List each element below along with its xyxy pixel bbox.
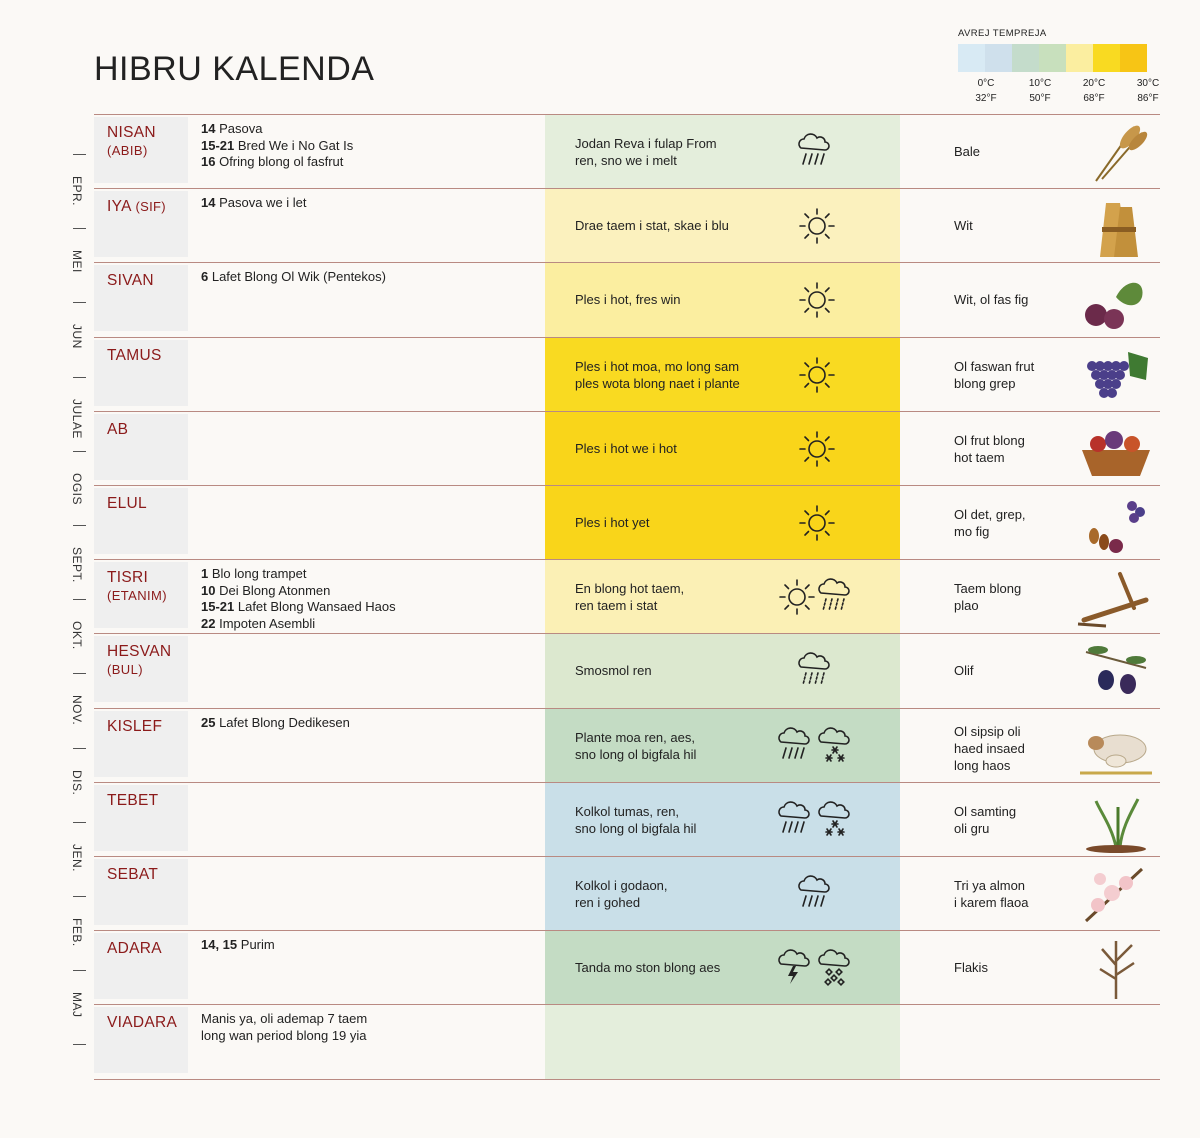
gregorian-month-label: JUN — [70, 324, 84, 350]
hebrew-month-name — [107, 792, 158, 810]
festival-item — [201, 616, 396, 633]
activity-line: Taem blong — [954, 581, 1022, 597]
festival-item — [201, 195, 307, 212]
legend-tick — [966, 76, 1006, 106]
weather-line: Ples i hot we i hot — [575, 440, 677, 456]
festival-item — [201, 269, 386, 286]
activity-line: i karem flaoa — [954, 895, 1029, 910]
dates-grapes-icon — [1076, 490, 1156, 556]
plow-icon — [1076, 564, 1156, 630]
weather-line: Drae taem i stat, skae i blu — [575, 218, 729, 234]
festival-name: Purim — [237, 937, 275, 953]
sun-icon — [777, 577, 817, 622]
weather-line: Kolkol i godaon, — [575, 878, 668, 893]
weather-cell — [545, 709, 900, 783]
festival-name: Manis ya, oli ademap 7 taem — [201, 1011, 368, 1027]
festival-name: Dei Blong Atonmen — [215, 582, 331, 598]
flax-icon — [1076, 935, 1156, 1001]
legend-tick-fahrenheit: 50°F — [1029, 93, 1051, 104]
month-separator — [73, 154, 86, 155]
hebrew-month-alt-name: (ETANIM) — [107, 588, 168, 604]
weather-line: Kolkol tumas, ren, — [575, 803, 680, 819]
hebrew-month-cell — [94, 859, 188, 925]
legend-swatch — [1093, 44, 1120, 72]
weather-description — [575, 440, 677, 457]
weather-line: ren taem i stat — [575, 598, 658, 614]
agricultural-activity — [954, 432, 1025, 466]
weather-cell — [545, 412, 900, 486]
rain-icon — [777, 726, 813, 771]
festival-date: 14 — [201, 195, 216, 211]
hebrew-month-label: TEBET — [107, 791, 159, 809]
hebrew-month-label: SIVAN — [107, 272, 154, 290]
festival-date: 14, 15 — [201, 937, 238, 953]
festival-name: Lafet Blong Ol Wik (Pentekos) — [208, 269, 386, 285]
almond-blossom-icon — [1076, 861, 1156, 927]
weather-description — [575, 729, 696, 763]
month-row — [94, 857, 1160, 931]
hebrew-month-label: KISLEF — [107, 717, 163, 735]
activity-line: Tri ya almon — [954, 878, 1026, 893]
month-row — [94, 560, 1160, 634]
festival-item — [201, 715, 350, 732]
barley-icon — [1076, 119, 1156, 185]
hebrew-month-label: TAMUS — [107, 346, 162, 364]
hebrew-month-name — [107, 198, 166, 216]
weather-description — [575, 135, 717, 169]
row-divider — [94, 1079, 1160, 1080]
weather-cell — [545, 1005, 900, 1079]
hebrew-month-cell — [94, 785, 188, 851]
festival-item — [201, 566, 396, 583]
hebrew-month-cell — [94, 191, 188, 257]
weather-line: Plante moa ren, aes, — [575, 729, 695, 745]
agricultural-activity — [954, 959, 988, 976]
hebrew-month-cell — [94, 265, 188, 331]
weather-line: ren, sno we i melt — [575, 153, 677, 168]
hebrew-month-cell — [94, 488, 188, 554]
month-row — [94, 486, 1160, 560]
month-row — [94, 709, 1160, 783]
weather-cell — [545, 634, 900, 708]
hebrew-month-label: HESVAN — [107, 643, 172, 661]
weather-description — [575, 217, 729, 234]
hebrew-month-name — [107, 272, 154, 290]
weather-cell — [545, 115, 900, 189]
month-separator — [73, 451, 86, 452]
sun-icon — [797, 280, 837, 325]
festival-item — [201, 937, 275, 954]
activity-line: hot taem — [954, 449, 1005, 465]
rain-icon — [797, 874, 833, 919]
weather-line: Jodan Reva i fulap From — [575, 136, 717, 151]
hebrew-month-name — [107, 718, 162, 736]
month-separator — [73, 748, 86, 749]
legend-tick — [1128, 76, 1168, 106]
legend-tick-fahrenheit: 32°F — [975, 93, 997, 104]
hebrew-month-label: SEBAT — [107, 866, 159, 883]
month-separator — [73, 228, 86, 229]
month-row — [94, 931, 1160, 1005]
drizzle-icon — [797, 651, 833, 696]
agricultural-activity — [954, 358, 1034, 392]
hebrew-month-name — [107, 940, 162, 958]
agricultural-activity — [954, 877, 1028, 911]
hebrew-month-name — [107, 421, 128, 439]
month-separator — [73, 1044, 86, 1045]
festival-date: 10 — [201, 582, 216, 598]
weather-cell — [545, 931, 900, 1005]
month-row — [94, 338, 1160, 412]
agricultural-activity — [954, 291, 1028, 308]
agricultural-activity — [954, 143, 980, 160]
festival-date: 14 — [201, 121, 216, 136]
agricultural-activity — [954, 662, 974, 679]
activity-line: Ol samting — [954, 803, 1017, 819]
festival-name: Impoten Asembli — [215, 615, 316, 631]
fig-icon — [1076, 267, 1156, 333]
weather-line: Smosmol ren — [575, 663, 652, 679]
sun-icon — [797, 503, 837, 548]
weather-line: Ples i hot moa, mo long sam — [575, 358, 740, 374]
hebrew-month-label: ADARA — [107, 940, 162, 958]
festival-item — [201, 599, 396, 616]
festival-item — [201, 154, 353, 171]
gregorian-month-label: NOV. — [70, 695, 84, 726]
legend-tick — [1074, 76, 1114, 106]
festival-date: 25 — [201, 714, 216, 730]
festival-list — [201, 715, 350, 732]
weather-cell — [545, 560, 900, 634]
festival-name: Pasova we i let — [215, 195, 307, 211]
agricultural-activity — [954, 580, 1021, 614]
hebrew-month-alt-name: (BUL) — [107, 662, 143, 678]
hebrew-month-name — [107, 1014, 177, 1032]
month-separator — [73, 599, 86, 600]
festival-item — [201, 1028, 367, 1045]
activity-line: Ol det, grep, — [954, 507, 1026, 522]
sun-icon — [797, 206, 837, 251]
gregorian-month-label: OKT. — [70, 621, 84, 650]
activity-line: oli gru — [954, 820, 990, 836]
thunder-icon — [777, 948, 813, 993]
rain-icon — [797, 132, 833, 177]
hebrew-month-cell — [94, 562, 188, 628]
hebrew-month-label: AB — [107, 420, 129, 438]
gregorian-month-label: OGIS — [70, 472, 84, 505]
month-row — [94, 189, 1160, 263]
hebrew-month-alt-name: (SIF) — [135, 199, 166, 215]
gregorian-month-label: JULAE — [70, 398, 84, 439]
weather-line: Tanda mo ston blong aes — [575, 960, 721, 976]
legend-swatch — [958, 44, 985, 72]
festival-date: 6 — [201, 269, 209, 285]
weather-line: sno long ol bigfala hil — [575, 746, 697, 762]
legend-swatch — [1120, 44, 1147, 72]
gregorian-month-label: FEB. — [70, 918, 84, 947]
weather-cell — [545, 857, 900, 931]
festival-list — [201, 566, 396, 632]
activity-line: plao — [954, 598, 979, 614]
weather-description — [575, 877, 668, 911]
activity-line: mo fig — [954, 524, 990, 539]
weather-line: En blong hot taem, — [575, 581, 685, 597]
agricultural-activity — [954, 803, 1016, 837]
activity-line: Flakis — [954, 960, 988, 976]
page-title: HIBRU KALENDA — [94, 50, 375, 88]
weather-cell — [545, 486, 900, 560]
legend-tick — [1020, 76, 1060, 106]
activity-line: blong grep — [954, 375, 1016, 391]
gregorian-month-label: SEPT. — [70, 547, 84, 583]
month-separator — [73, 525, 86, 526]
olive-icon — [1076, 638, 1156, 704]
month-separator — [73, 822, 86, 823]
activity-line: Olif — [954, 663, 974, 679]
weather-description — [575, 291, 681, 308]
hebrew-month-label: ELUL — [107, 495, 147, 512]
weather-line: Ples i hot yet — [575, 515, 650, 530]
sprout-icon — [1076, 787, 1156, 853]
festival-date: 15-21 — [201, 599, 235, 615]
wheat-sheaf-icon — [1076, 193, 1156, 259]
weather-line: Ples i hot, fres win — [575, 292, 681, 308]
hebrew-month-alt-name: (ABIB) — [107, 143, 148, 158]
hebrew-month-cell — [94, 340, 188, 406]
month-separator — [73, 302, 86, 303]
month-separator — [73, 896, 86, 897]
gregorian-month-label: MEI — [70, 250, 84, 274]
hebrew-month-label: NISAN — [107, 124, 156, 141]
gregorian-month-label: DIS. — [70, 769, 84, 795]
snow-icon — [817, 800, 853, 845]
weather-line: ples wota blong naet i plante — [575, 375, 740, 391]
festival-name: Ofring blong ol fasfrut — [215, 154, 344, 169]
activity-line: long haos — [954, 757, 1011, 773]
fruit-basket-icon — [1076, 416, 1156, 482]
activity-line: Ol faswan frut — [954, 358, 1035, 374]
agricultural-activity — [954, 723, 1025, 774]
legend-tick-fahrenheit: 68°F — [1083, 93, 1105, 104]
drizzle-icon — [817, 577, 853, 622]
festival-date: 15-21 — [201, 137, 235, 153]
hebrew-month-name — [107, 569, 148, 587]
legend-swatch — [1066, 44, 1093, 72]
hail-icon — [817, 948, 853, 993]
festival-name: Bred We i No Gat Is — [234, 137, 354, 153]
weather-description — [575, 959, 720, 976]
sun-icon — [797, 355, 837, 400]
hebrew-month-cell — [94, 636, 188, 702]
legend-tick-celsius: 30°C — [1136, 78, 1160, 89]
hebrew-month-cell — [94, 933, 188, 999]
weather-cell — [545, 338, 900, 412]
festival-name: Lafet Blong Wansaed Haos — [234, 599, 396, 615]
hebrew-month-name — [107, 347, 162, 365]
festival-list — [201, 937, 275, 954]
legend-swatch — [1012, 44, 1039, 72]
agricultural-activity — [954, 506, 1026, 540]
festival-list — [201, 195, 307, 212]
month-row — [94, 412, 1160, 486]
legend-swatch — [985, 44, 1012, 72]
month-separator — [73, 673, 86, 674]
hebrew-month-label: TISRI — [107, 569, 149, 587]
festival-name: Blo long trampet — [208, 566, 307, 582]
weather-line: sno long ol bigfala hil — [575, 820, 697, 836]
festival-date: 16 — [201, 154, 216, 169]
sun-icon — [797, 429, 837, 474]
festival-item — [201, 138, 353, 155]
weather-line: ren i gohed — [575, 895, 641, 910]
gregorian-month-label: EPR. — [70, 176, 84, 207]
month-row — [94, 1005, 1160, 1079]
activity-line: Bale — [954, 144, 981, 159]
weather-description — [575, 358, 740, 392]
legend-color-bar — [958, 44, 1147, 72]
month-separator — [73, 377, 86, 378]
legend-tick-celsius: 0°C — [977, 78, 995, 89]
month-row — [94, 634, 1160, 708]
festival-list — [201, 121, 353, 171]
activity-line: Ol sipsip oli — [954, 723, 1021, 739]
legend-label: AVREJ TEMPREJA — [958, 28, 1047, 39]
rain-icon — [777, 800, 813, 845]
weather-description — [575, 803, 696, 837]
hebrew-month-name — [107, 643, 171, 661]
gregorian-month-label: JEN. — [70, 843, 84, 872]
activity-line: Ol frut blong — [954, 432, 1025, 448]
hebrew-month-label: VIADARA — [107, 1014, 178, 1032]
festival-name: Pasova — [215, 121, 263, 136]
month-row — [94, 783, 1160, 857]
hebrew-month-name — [107, 866, 158, 884]
festival-item — [201, 121, 353, 138]
sheep-icon — [1076, 713, 1156, 779]
hebrew-month-label: IYA — [107, 198, 131, 216]
festival-list — [201, 269, 386, 286]
hebrew-month-name — [107, 124, 156, 142]
legend-tick-fahrenheit: 86°F — [1137, 93, 1159, 104]
gregorian-month-label: MAJ — [70, 992, 84, 1018]
hebrew-month-cell — [94, 1007, 188, 1073]
weather-cell — [545, 263, 900, 337]
weather-cell — [545, 783, 900, 857]
hebrew-month-cell — [94, 117, 188, 183]
activity-line: Wit — [954, 218, 973, 234]
weather-cell — [545, 189, 900, 263]
weather-description — [575, 580, 684, 614]
legend-tick-celsius: 10°C — [1028, 78, 1052, 89]
activity-line: Wit, ol fas fig — [954, 292, 1029, 308]
festival-list — [201, 1011, 367, 1044]
weather-description — [575, 662, 652, 679]
month-row — [94, 263, 1160, 337]
festival-name: Lafet Blong Dedikesen — [215, 714, 350, 730]
activity-line: haed insaed — [954, 740, 1025, 756]
temperature-legend — [958, 28, 1158, 108]
gregorian-months-axis — [62, 114, 98, 1079]
legend-tick-celsius: 20°C — [1082, 78, 1106, 89]
festival-item — [201, 1011, 367, 1028]
festival-date: 1 — [201, 566, 209, 582]
month-separator — [73, 970, 86, 971]
festival-name: long wan period blong 19 yia — [201, 1027, 367, 1043]
month-row — [94, 115, 1160, 189]
legend-swatch — [1039, 44, 1066, 72]
hebrew-month-cell — [94, 711, 188, 777]
snow-icon — [817, 726, 853, 771]
festival-item — [201, 583, 396, 600]
agricultural-activity — [954, 217, 973, 234]
hebrew-month-cell — [94, 414, 188, 480]
grapes-icon — [1076, 342, 1156, 408]
weather-description — [575, 514, 649, 531]
festival-date: 22 — [201, 615, 216, 631]
hebrew-month-name — [107, 495, 147, 513]
